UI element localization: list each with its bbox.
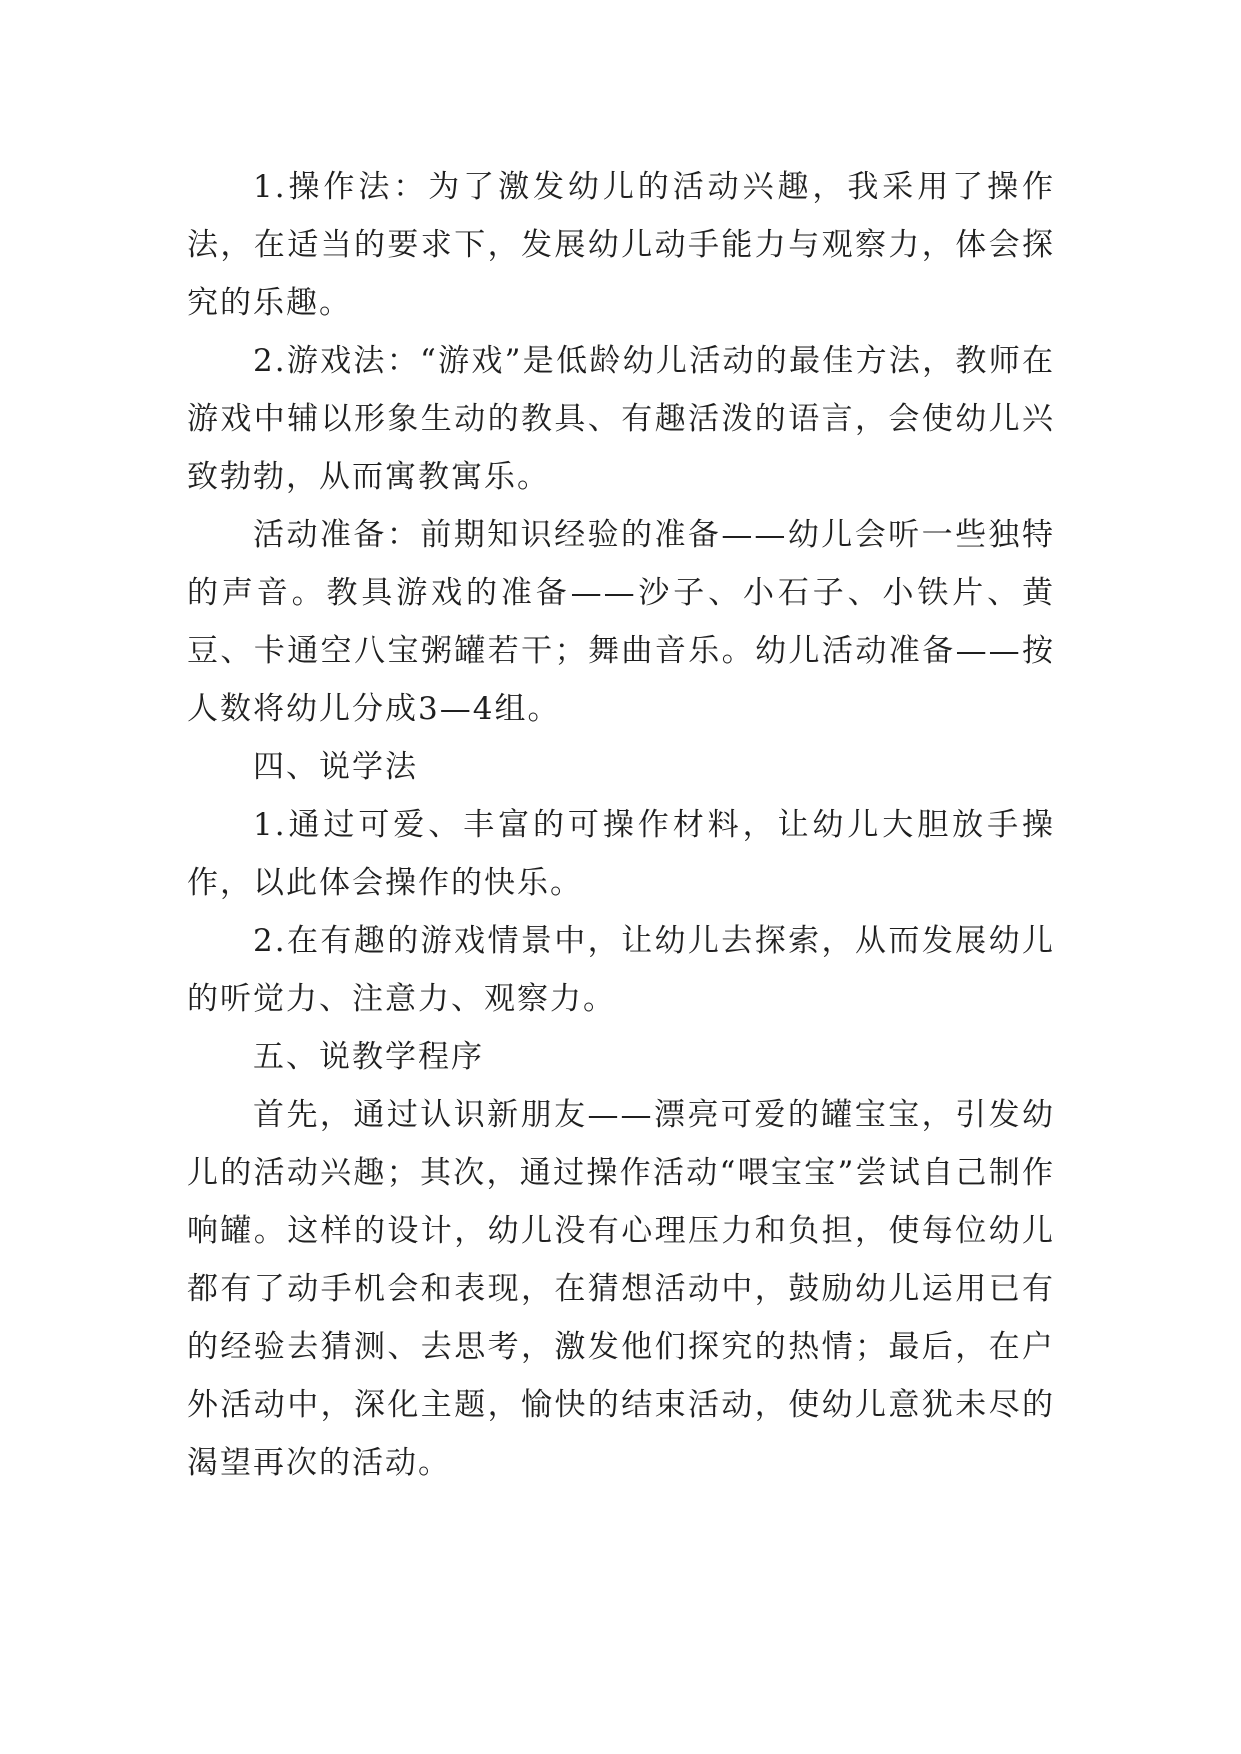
- paragraph-activity-preparation: 活动准备：前期知识经验的准备——幼儿会听一些独特的声音。教具游戏的准备——沙子、小石子、小铁片、黄豆、卡通空八宝粥罐若干；舞曲音乐。幼儿活动准备——按人数将幼儿分成3—4组。: [187, 517, 1055, 727]
- paragraph-teaching-procedure: 首先，通过认识新朋友——漂亮可爱的罐宝宝，引发幼儿的活动兴趣；其次，通过操作活动“喂宝宝”尝试自己制作响罐。这样的设计，幼儿没有心理压力和负担，使每位幼儿都有了动手机会和表现，在猜想活动中，鼓励幼儿运用已有的经验去猜测、去思考，激发他们探究的热情；最后，在户外活动中，深化主题，愉快的结束活动，使幼儿意犹未尽的渴望再次的活动。: [187, 1097, 1055, 1481]
- paragraph-learning-method-1: 1.通过可爱、丰富的可操作材料，让幼儿大胆放手操作，以此体会操作的快乐。: [187, 807, 1055, 901]
- section-heading-learning-method: 四、说学法: [253, 749, 418, 785]
- paragraph-operation-method: 1.操作法：为了激发幼儿的活动兴趣，我采用了操作法，在适当的要求下，发展幼儿动手能力与观察力，体会探究的乐趣。: [187, 169, 1055, 321]
- document-body: [187, 158, 1055, 1492]
- paragraph-game-method: 2.游戏法：“游戏”是低龄幼儿活动的最佳方法，教师在游戏中辅以形象生动的教具、有趣活泼的语言，会使幼儿兴致勃勃，从而寓教寓乐。: [187, 343, 1055, 495]
- section-heading-teaching-procedure: 五、说教学程序: [253, 1039, 484, 1075]
- paragraph-learning-method-2: 2.在有趣的游戏情景中，让幼儿去探索，从而发展幼儿的听觉力、注意力、观察力。: [187, 923, 1055, 1017]
